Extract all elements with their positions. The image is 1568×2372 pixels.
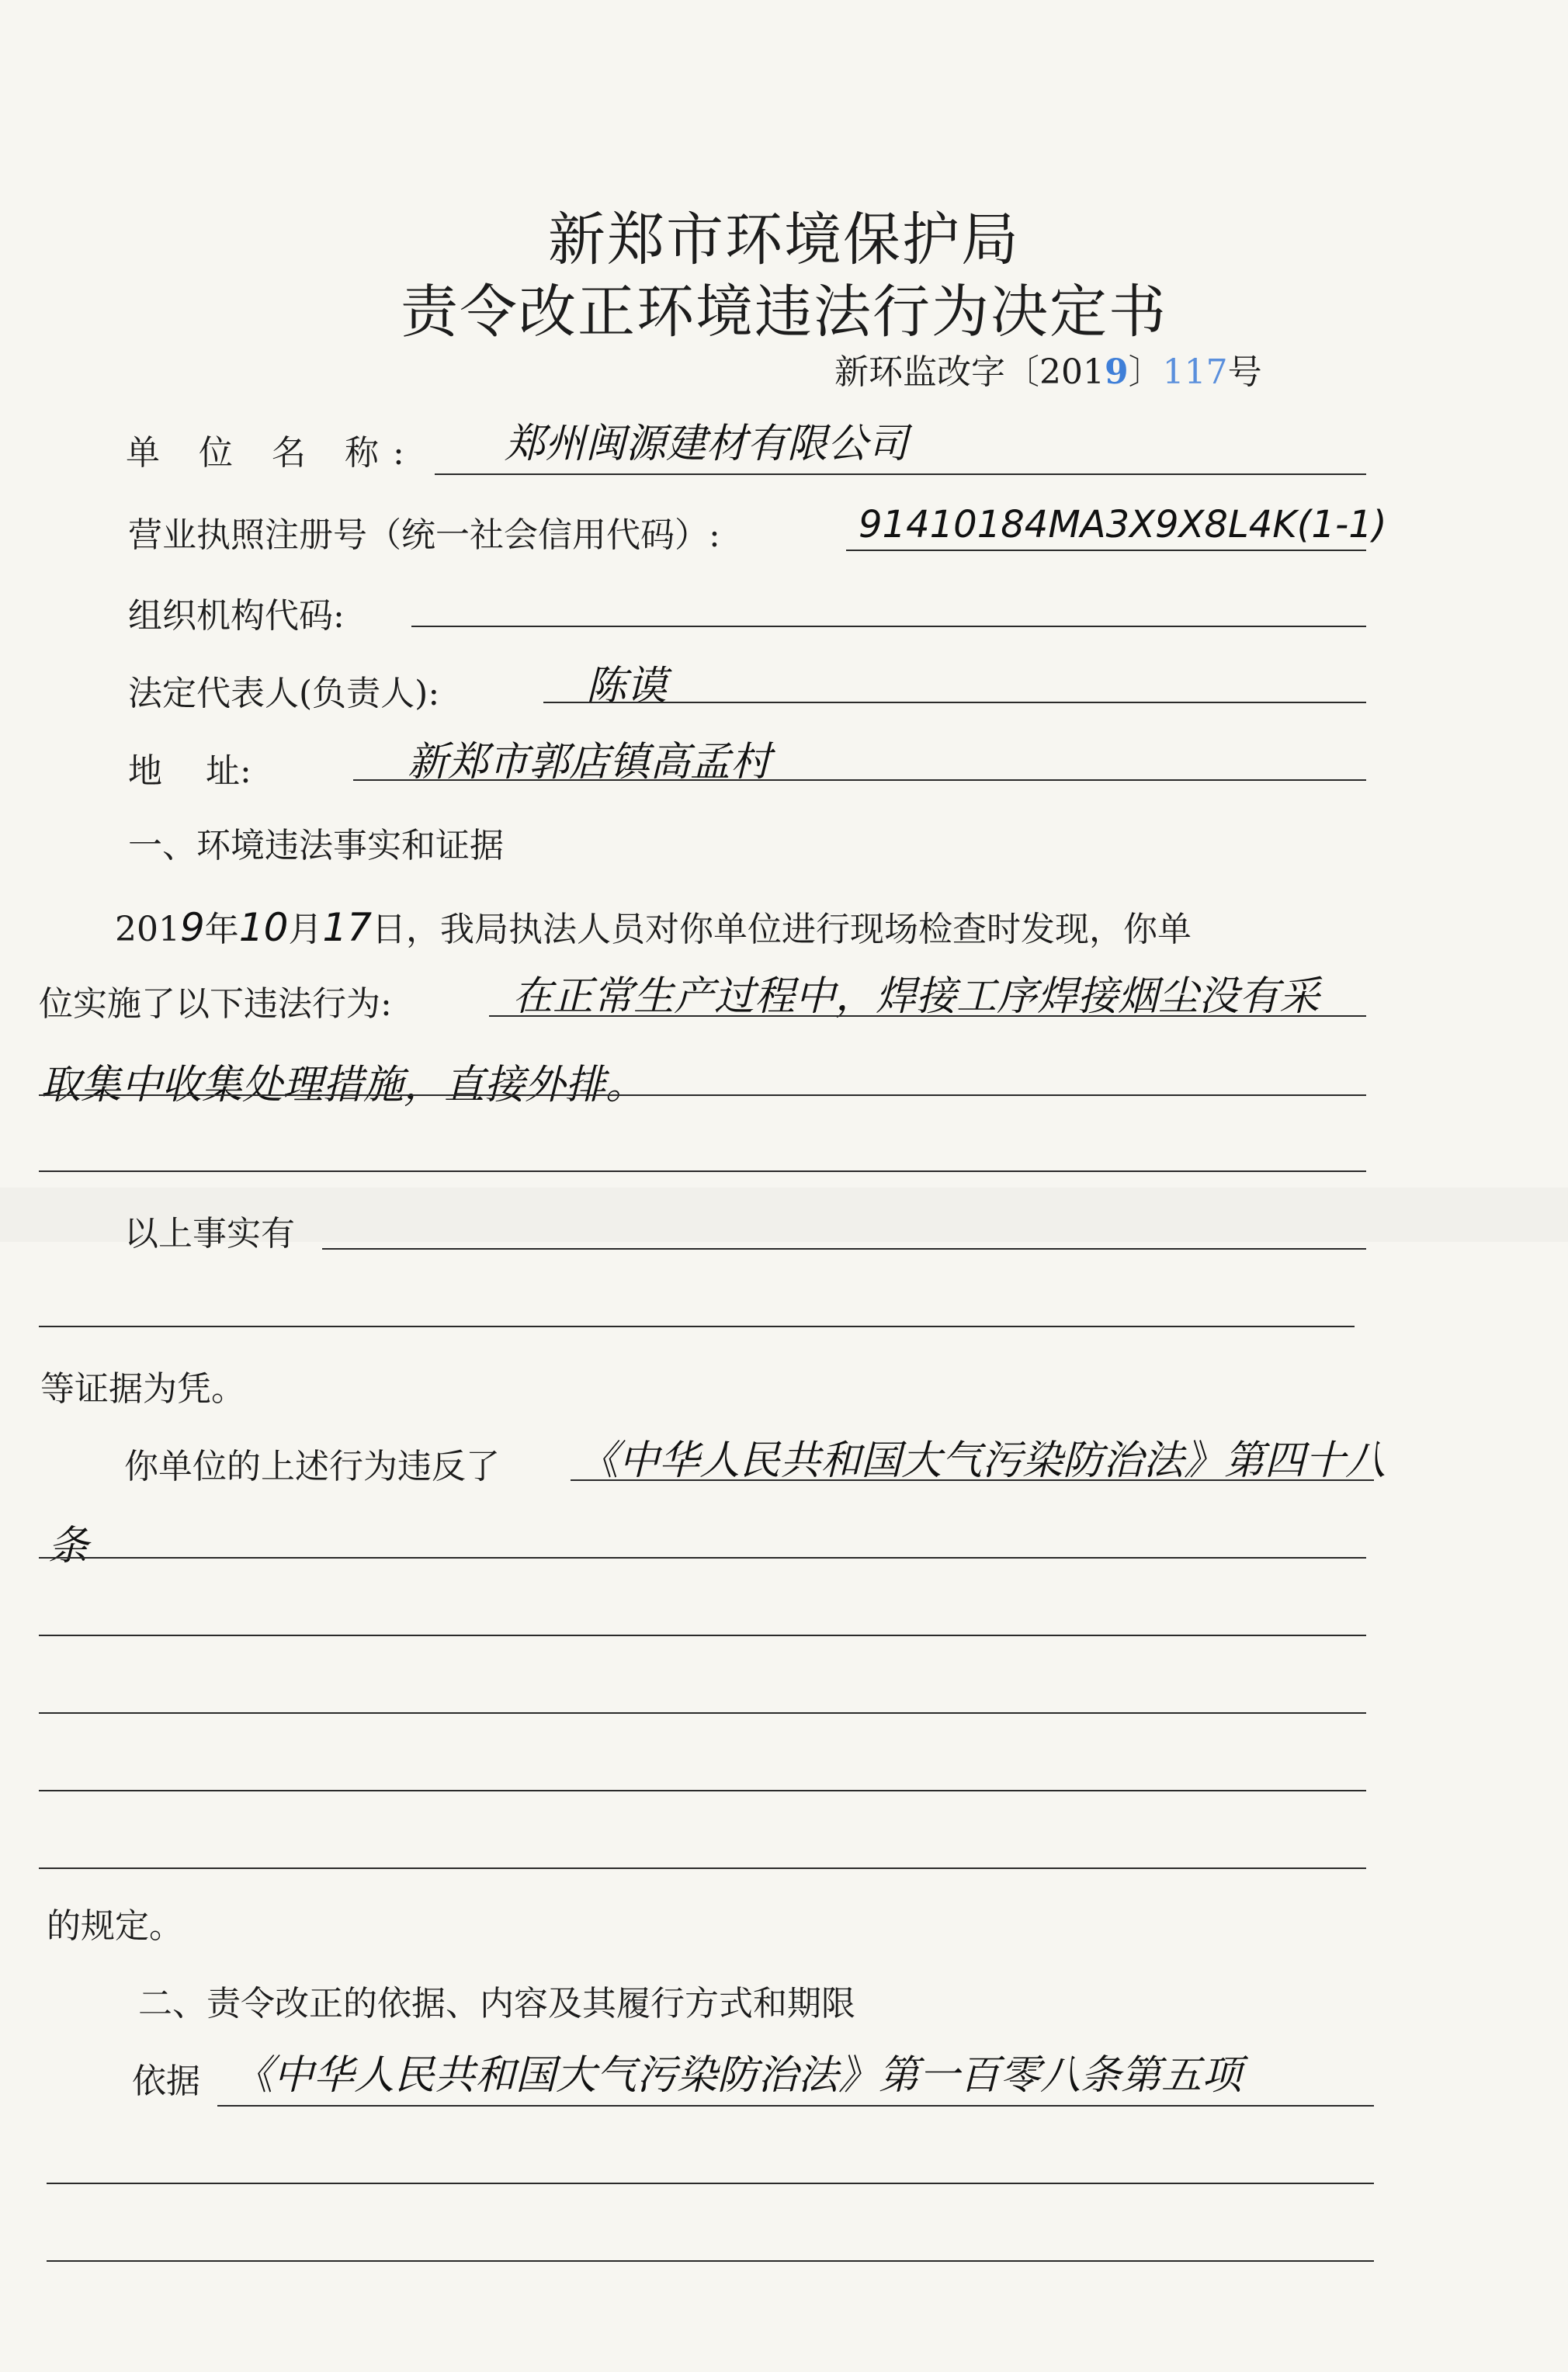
doc-number-prefix: 新环监改字〔201 xyxy=(834,352,1105,392)
address-value: 新郑市郭店镇高孟村 xyxy=(408,739,772,785)
legal-rep-value: 陈谟 xyxy=(586,663,668,709)
agency-title: 新郑市环境保护局 xyxy=(548,206,1020,273)
violation-underline-1 xyxy=(489,1015,1366,1017)
date-year-prefix: 201 xyxy=(115,910,180,949)
violated-prefix: 你单位的上述行为违反了 xyxy=(124,1447,500,1486)
violated-underline-3 xyxy=(39,1635,1366,1636)
unit-name-label: 单 位 名 称: xyxy=(126,433,418,473)
org-code-label: 组织机构代码: xyxy=(128,596,345,636)
basis-underline-1 xyxy=(217,2105,1374,2107)
doc-number-stamp: 117 xyxy=(1162,352,1228,392)
org-code-underline xyxy=(411,626,1366,627)
legal-rep-label: 法定代表人(负责人): xyxy=(128,674,440,713)
violated-law-cont: 条 xyxy=(48,1523,89,1569)
violated-underline-5 xyxy=(39,1790,1366,1791)
address-label: 地 址: xyxy=(128,751,252,791)
doc-number-bracket: 〕 xyxy=(1128,352,1163,392)
date-year-unit: 年 xyxy=(204,910,239,949)
basis-value: 《中华人民共和国大气污染防治法》第一百零八条第五项 xyxy=(233,2052,1243,2099)
violation-line-1: 在正常生产过程中，焊接工序焊接烟尘没有采 xyxy=(512,973,1320,1020)
violated-underline-2 xyxy=(39,1557,1366,1559)
document-number xyxy=(834,352,1262,392)
violation-underline-2 xyxy=(39,1094,1366,1096)
license-underline xyxy=(846,550,1366,551)
violation-line-2: 取集中收集处理措施，直接外排。 xyxy=(40,1062,647,1108)
evidence-suffix: 等证据为凭。 xyxy=(40,1369,245,1409)
date-day-rest: 日，我局执法人员对你单位进行现场检查时发现，你单 xyxy=(372,910,1192,949)
violated-underline-4 xyxy=(39,1712,1366,1714)
doc-number-suffix: 号 xyxy=(1227,352,1262,392)
regulation-suffix: 的规定。 xyxy=(47,1906,183,1946)
date-month-unit: 月 xyxy=(288,910,323,949)
date-month: 10 xyxy=(238,905,289,950)
basis-label: 依据 xyxy=(132,2062,200,2101)
date-year-digit: 9 xyxy=(179,905,205,950)
license-value: 91410184MA3X9X8L4K(1-1) xyxy=(859,503,1387,546)
section2-heading: 二、责令改正的依据、内容及其履行方式和期限 xyxy=(138,1984,855,2023)
date-day: 17 xyxy=(322,905,373,950)
violation-underline-3 xyxy=(39,1170,1366,1172)
basis-underline-3 xyxy=(47,2260,1374,2262)
facts-underline-2 xyxy=(39,1326,1355,1327)
facts-underline xyxy=(322,1248,1366,1250)
doc-number-stamp-digit: 9 xyxy=(1104,352,1129,392)
violated-underline-1 xyxy=(571,1479,1374,1481)
document-title: 责令改正环境违法行为决定书 xyxy=(401,279,1167,345)
legal-rep-underline xyxy=(543,702,1366,703)
violated-law: 《中华人民共和国大气污染防治法》第四十八 xyxy=(578,1437,1386,1484)
license-label: 营业执照注册号（统一社会信用代码）: xyxy=(128,515,720,555)
inspection-date-line xyxy=(115,905,1192,950)
unit-name-value: 郑州闽源建材有限公司 xyxy=(505,421,909,467)
facts-label: 以上事实有 xyxy=(124,1214,295,1254)
address-underline xyxy=(353,779,1366,781)
violation-intro: 位实施了以下违法行为: xyxy=(39,984,392,1024)
section1-heading: 一、环境违法事实和证据 xyxy=(128,826,504,865)
violated-underline-6 xyxy=(39,1867,1366,1869)
unit-name-underline xyxy=(435,473,1366,475)
basis-underline-2 xyxy=(47,2183,1374,2184)
